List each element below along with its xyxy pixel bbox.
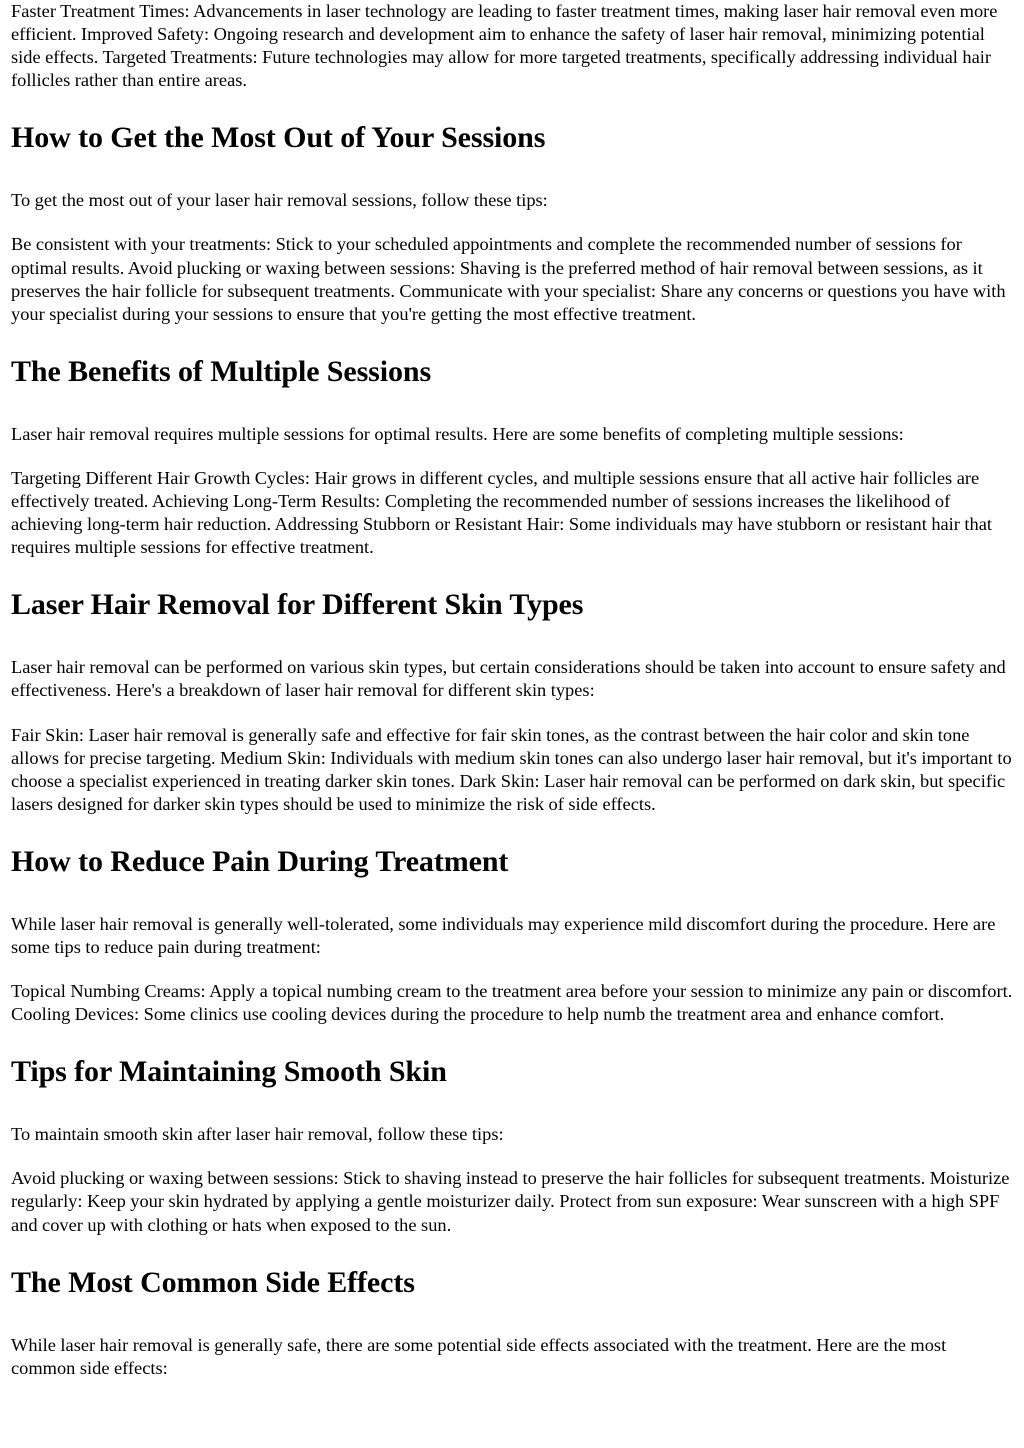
paragraph-sessions-tips: Be consistent with your treatments: Stick to your scheduled appointments and complete the recommended number of sessions for optimal results. Avoid plucking or waxing between sessions: Shaving is the preferred method of hair removal between sessions, as it preserves the hair follicle for subsequent treatments. Communicate with your specialist: Share any concerns or questions you have with your specialist during your sessions to ensure that you're getting the most effective treatment. (11, 234, 1006, 324)
heading-side-effects: The Most Common Side Effects (11, 1265, 415, 1299)
paragraph-benefits-intro: Laser hair removal requires multiple sessions for optimal results. Here are some benefits of completing multiple sessions: (11, 423, 904, 444)
paragraph-pain-tips: Topical Numbing Creams: Apply a topical numbing cream to the treatment area before your session to minimize any pain or discomfort. Cooling Devices: Some clinics use cooling devices during the procedure to help numb the treatment area and enhance comfort. (11, 981, 1013, 1025)
heading-reduce-pain: How to Reduce Pain During Treatment (11, 844, 509, 878)
paragraph-side-effects-intro: While laser hair removal is generally safe, there are some potential side effects associated with the treatment. Here are the most common side effects: (11, 1334, 947, 1378)
paragraph-skin-types-intro: Laser hair removal can be performed on various skin types, but certain considerations should be taken into account to ensure safety and effectiveness. Here's a breakdown of laser hair removal for different skin types: (11, 657, 1006, 701)
paragraph-benefits-list: Targeting Different Hair Growth Cycles: Hair grows in different cycles, and multiple sessions ensure that all active hair follicles are effectively treated. Achieving Long-Term Results: Completing the recommended number of sessions increases the likelihood of achieving long-term hair reduction. Addressing Stubborn or Resistant Hair: Some individuals may have stubborn or resistant hair that requires multiple sessions for effective treatment. (11, 467, 992, 558)
paragraph-pain-intro: While laser hair removal is generally well-tolerated, some individuals may experience mild discomfort during the procedure. Here are some tips to reduce pain during treatment: (11, 913, 996, 957)
heading-benefits-multiple-sessions: The Benefits of Multiple Sessions (11, 354, 432, 388)
intro-paragraph: Faster Treatment Times: Advancements in laser technology are leading to faster treatment times, making laser hair removal even more efficient. Improved Safety: Ongoing research and development aim to enhance the safety of laser hair removal, minimizing potential side effects. Targeted Treatments: Future technologies may allow for more targeted treatments, specifically addressing individual hair follicles rather than entire areas. (11, 1, 998, 91)
paragraph-smooth-skin-intro: To maintain smooth skin after laser hair removal, follow these tips: (11, 1124, 504, 1145)
heading-get-most-out-of-sessions: How to Get the Most Out of Your Sessions (11, 121, 546, 155)
heading-skin-types: Laser Hair Removal for Different Skin Types (11, 588, 584, 622)
paragraph-smooth-skin-tips: Avoid plucking or waxing between sessions: Stick to shaving instead to preserve the hair follicles for subsequent treatments. Moisturize regularly: Keep your skin hydrated by applying a gentle moisturizer daily. Protect from sun exposure: Wear sunscreen with a high SPF and cover up with clothing or hats when exposed to the sun. (11, 1168, 1010, 1235)
heading-smooth-skin: Tips for Maintaining Smooth Skin (11, 1055, 447, 1089)
paragraph-sessions-intro: To get the most out of your laser hair removal sessions, follow these tips: (11, 190, 548, 211)
paragraph-skin-types-list: Fair Skin: Laser hair removal is generally safe and effective for fair skin tones, as the contrast between the hair color and skin tone allows for precise targeting. Medium Skin: Individuals with medium skin tones can also undergo laser hair removal, but it's important to choose a specialist experienced in treating darker skin tones. Dark Skin: Laser hair removal can be performed on dark skin, but specific lasers designed for darker skin types should be used to minimize the risk of side effects. (11, 724, 1012, 814)
